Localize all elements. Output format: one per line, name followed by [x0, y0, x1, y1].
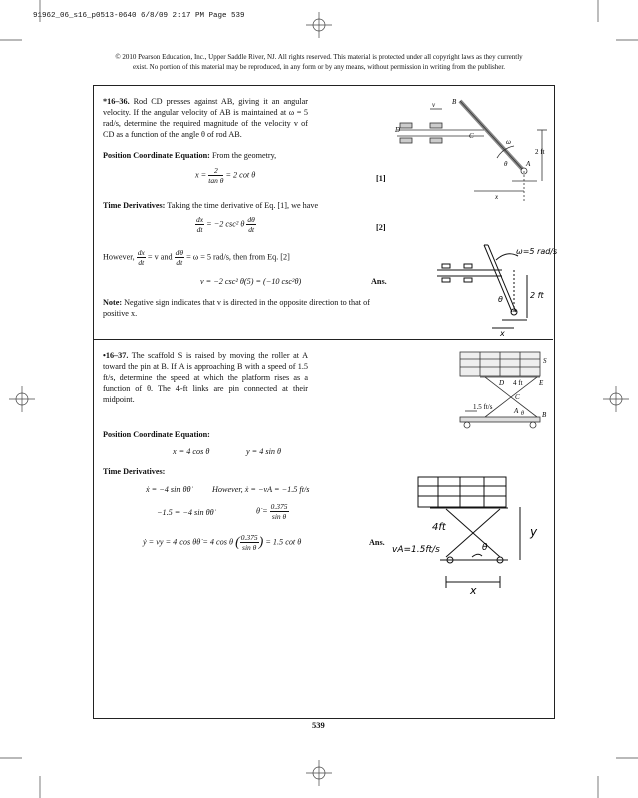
position-text: From the geometry,	[211, 151, 277, 160]
d4-lhs: θ̇ =	[256, 506, 268, 516]
sketch2-len: 4ft	[432, 522, 446, 533]
d4-den: sin θ	[271, 512, 287, 521]
problem-16-37-statement	[103, 350, 308, 405]
problem-number: *16–36.	[103, 97, 130, 106]
fig2-label-B: B	[542, 411, 547, 419]
eq1-fraction	[208, 166, 223, 185]
fig2-label-A: A	[514, 407, 519, 415]
eq1-tag: [1]	[376, 174, 386, 183]
eq2-num2: dθ	[247, 215, 255, 224]
fig2-label-dim: 4 ft	[513, 379, 523, 387]
hw-fraction-2	[175, 248, 184, 267]
d5-rhs: = 1.5 cot θ	[265, 537, 302, 547]
figure-16-37	[455, 347, 555, 432]
eq1-num: 2	[208, 166, 223, 176]
d5-den: sin θ	[242, 543, 257, 552]
fig1-label-theta: θ	[504, 160, 508, 168]
eq2-den2: dt	[248, 225, 255, 234]
fig1-label-v: v	[432, 101, 436, 109]
fig2-label-D: D	[499, 379, 505, 387]
d5-num: 0.375	[240, 533, 258, 542]
sketch-16-37	[390, 472, 555, 597]
figure-16-36	[392, 96, 552, 206]
time-paragraph	[103, 200, 318, 211]
fig1-label-omega: ω	[506, 138, 511, 146]
d4-num: 0.375	[270, 502, 288, 511]
note-paragraph	[103, 297, 393, 319]
eq1-lhs: x =	[195, 170, 207, 180]
pos-eq-y: y = 4 sin θ	[246, 447, 282, 456]
deriv-3: −1.5 = −4 sin θθ̇	[157, 508, 214, 517]
hw-den2: dt	[176, 258, 183, 267]
fig2-label-S: S	[543, 357, 547, 365]
sketch2-y: y	[530, 525, 538, 539]
sketch1-dim: 2 ft	[530, 291, 544, 300]
equation-2	[195, 215, 256, 234]
hw-num1: dx	[137, 248, 145, 257]
hw-mid: = v and	[147, 252, 173, 262]
position-paragraph	[103, 150, 276, 161]
however-word: However,	[103, 252, 135, 262]
however-line	[103, 248, 290, 267]
hw-den1: dt	[138, 258, 145, 267]
eq1-den: tan θ	[208, 176, 224, 185]
fig2-label-C: C	[515, 393, 520, 401]
fig1-label-x: x	[495, 193, 499, 201]
deriv-1: ẋ = −4 sin θθ̇	[146, 485, 191, 494]
fig1-label-D: D	[395, 126, 401, 134]
pos-eq-x: x = 4 cos θ	[173, 447, 210, 456]
sketch1-x: x	[500, 329, 505, 338]
sketch1-rate: ω=5 rad/s	[516, 247, 558, 256]
sketch2-theta: θ	[482, 543, 488, 553]
d5-fraction	[240, 533, 259, 552]
deriv-5: ẏ = vy = 4 cos θθ̇ = 4 cos θ ( $\frac{0.375}{\text{sin θ}}$ ) = 1.5 cot θ	[143, 533, 302, 552]
hw-num2: dθ	[175, 248, 184, 257]
ans-1: Ans.	[371, 277, 387, 286]
ans-2: Ans.	[369, 538, 385, 547]
sketch2-x: x	[470, 584, 477, 597]
fig1-label-A: A	[526, 160, 531, 168]
sketch2-speed: vA=1.5ft/s	[392, 545, 440, 555]
d4-fraction	[270, 502, 289, 521]
fig2-label-E: E	[539, 379, 544, 387]
time-heading-2: Time Derivatives:	[103, 467, 166, 476]
sketch1-theta: θ	[498, 295, 503, 304]
eq1-rhs: = 2 cot θ	[225, 170, 256, 180]
position-heading-2: Position Coordinate Equation:	[103, 430, 210, 439]
eq2-tag: [2]	[376, 223, 386, 232]
deriv-2: However, ẋ = −vA = −1.5 ft/s	[212, 485, 310, 494]
sketch-16-36	[432, 240, 558, 338]
copyright-line-1: © 2010 Pearson Education, Inc., Upper Saddle River, NJ. All rights reserved. This material is protected under all copyright laws as they currently	[115, 53, 523, 61]
problem-text-2: The scaffold S is raised by moving the roller at A toward the pin at B. If A is approaching B with a speed of 1.5 ft/s, determine the speed at which the platform rises as a function of θ. The 4-ft links are pin connected at their midpoint.	[103, 351, 308, 404]
hw-end: = ω = 5 rad/s, then from Eq. [2]	[186, 252, 290, 262]
time-text: Taking the time derivative of Eq. [1], we have	[167, 201, 319, 210]
hw-fraction-1	[137, 248, 146, 267]
fig2-label-speed: 1.5 ft/s	[473, 403, 493, 411]
eq2-mid: = −2 csc² θ	[206, 219, 245, 229]
file-header: 91962_06_s16_p0513-0640 6/8/09 2:17 PM Page 539	[33, 12, 245, 20]
eq2-fraction-2	[246, 215, 255, 234]
note-label: Note:	[103, 298, 123, 307]
note-text: Negative sign indicates that v is directed in the opposite direction to that of positive x.	[103, 298, 370, 318]
equation-3: v = −2 csc² θ(5) = (−10 csc²θ)	[200, 277, 302, 286]
problem-text: Rod CD presses against AB, giving it an angular velocity. If the angular velocity of AB is maintained at ω = 5 rad/s, determine the required magnitude of the velocity v of CD as a function of the angle θ of rod AB.	[103, 97, 308, 139]
eq2-den1: dt	[196, 225, 203, 234]
problem-number-2: •16–37.	[103, 351, 129, 360]
position-heading: Position Coordinate Equation:	[103, 151, 210, 160]
fig1-label-C: C	[469, 132, 474, 140]
page-number: 539	[312, 720, 325, 730]
fig1-label-dim: 2 ft	[535, 148, 545, 156]
fig2-label-theta: θ	[521, 411, 524, 417]
time-heading: Time Derivatives:	[103, 201, 166, 210]
equation-1	[195, 166, 255, 185]
d5-lhs: ẏ = vy = 4 cos θθ̇ = 4 cos θ	[143, 537, 234, 547]
eq2-fraction-1	[195, 215, 204, 234]
problem-separator	[93, 339, 553, 340]
problem-16-36-statement	[103, 96, 308, 140]
eq2-num1: dx	[196, 215, 204, 224]
deriv-4	[256, 502, 289, 521]
fig1-label-B: B	[452, 98, 457, 106]
copyright-line-2: exist. No portion of this material may be reproduced, in any form or by any means, without permission in writing from the publisher.	[132, 63, 506, 71]
